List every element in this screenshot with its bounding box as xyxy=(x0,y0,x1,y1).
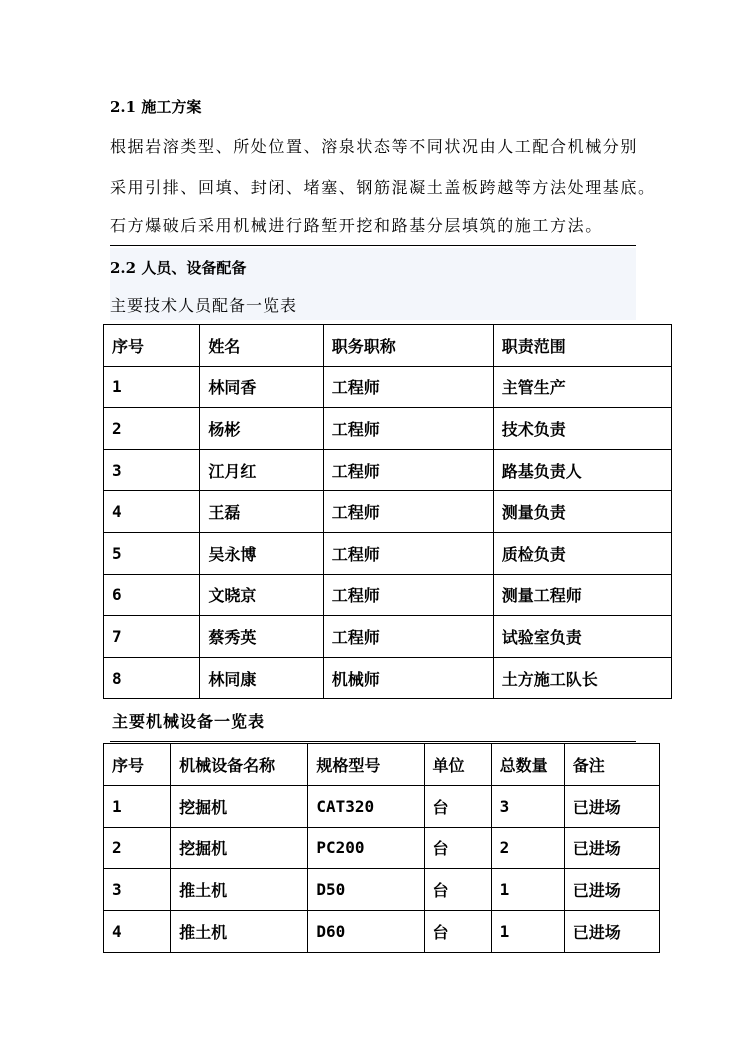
cell-remark: 已进场 xyxy=(564,785,659,827)
header-cell: 职务职称 xyxy=(323,325,493,367)
cell-title: 工程师 xyxy=(323,366,493,408)
paragraph-line-1: 根据岩溶类型、所处位置、溶泉状态等不同状况由人工配合机械分别 xyxy=(110,137,639,156)
cell-index: 4 xyxy=(104,911,171,953)
cell-quantity: 2 xyxy=(491,827,564,869)
cell-index: 5 xyxy=(104,532,200,574)
table-row xyxy=(104,785,660,827)
cell-unit: 台 xyxy=(424,911,491,953)
cell-index: 2 xyxy=(104,827,171,869)
cell-unit: 台 xyxy=(424,869,491,911)
table-row xyxy=(104,449,672,491)
header-cell: 序号 xyxy=(104,325,200,367)
cell-duty: 质检负责 xyxy=(493,532,671,574)
cell-duty: 测量负责 xyxy=(493,491,671,533)
cell-equipment-name: 推土机 xyxy=(171,911,308,953)
cell-title: 工程师 xyxy=(323,616,493,658)
section-heading-staffing: 2.2 人员、设备配备 xyxy=(110,259,247,277)
table-row xyxy=(104,491,672,533)
personnel-table xyxy=(103,324,672,699)
cell-quantity: 3 xyxy=(491,785,564,827)
section-heading-construction-plan: 2.1 施工方案 xyxy=(110,98,202,116)
cell-duty: 土方施工队长 xyxy=(493,657,671,699)
header-cell: 单位 xyxy=(424,744,491,786)
cell-model: D60 xyxy=(308,911,424,953)
header-cell: 序号 xyxy=(104,744,171,786)
cell-name: 江月红 xyxy=(200,449,323,491)
cell-index: 1 xyxy=(104,366,200,408)
header-cell: 机械设备名称 xyxy=(171,744,308,786)
cell-name: 林同香 xyxy=(200,366,323,408)
equipment-table-caption: 主要机械设备一览表 xyxy=(112,712,266,731)
cell-name: 王磊 xyxy=(200,491,323,533)
cell-name: 文晓京 xyxy=(200,574,323,616)
divider-line xyxy=(110,741,636,742)
cell-name: 吴永博 xyxy=(200,532,323,574)
table-row xyxy=(104,911,660,953)
cell-duty: 测量工程师 xyxy=(493,574,671,616)
cell-index: 2 xyxy=(104,408,200,450)
cell-title: 工程师 xyxy=(323,408,493,450)
cell-duty: 路基负责人 xyxy=(493,449,671,491)
cell-title: 机械师 xyxy=(323,657,493,699)
cell-title: 工程师 xyxy=(323,491,493,533)
cell-index: 1 xyxy=(104,785,171,827)
cell-remark: 已进场 xyxy=(564,911,659,953)
table-row xyxy=(104,532,672,574)
header-cell: 姓名 xyxy=(200,325,323,367)
cell-index: 7 xyxy=(104,616,200,658)
table-row xyxy=(104,616,672,658)
cell-name: 杨彬 xyxy=(200,408,323,450)
cell-index: 4 xyxy=(104,491,200,533)
paragraph-line-2: 采用引排、回填、封闭、堵塞、钢筋混凝土盖板跨越等方法处理基底。 xyxy=(110,178,656,197)
table-row xyxy=(104,408,672,450)
cell-remark: 已进场 xyxy=(564,869,659,911)
cell-model: D50 xyxy=(308,869,424,911)
cell-index: 6 xyxy=(104,574,200,616)
cell-model: CAT320 xyxy=(308,785,424,827)
cell-unit: 台 xyxy=(424,827,491,869)
personnel-table-caption: 主要技术人员配备一览表 xyxy=(110,296,298,315)
header-cell: 备注 xyxy=(564,744,659,786)
cell-index: 3 xyxy=(104,869,171,911)
cell-name: 蔡秀英 xyxy=(200,616,323,658)
divider-line xyxy=(110,245,636,246)
cell-remark: 已进场 xyxy=(564,827,659,869)
cell-title: 工程师 xyxy=(323,574,493,616)
table-row xyxy=(104,366,672,408)
cell-equipment-name: 推土机 xyxy=(171,869,308,911)
paragraph-line-3: 石方爆破后采用机械进行路堑开挖和路基分层填筑的施工方法。 xyxy=(110,216,603,235)
table-row xyxy=(104,574,672,616)
table-header-row xyxy=(104,744,660,786)
cell-title: 工程师 xyxy=(323,449,493,491)
cell-unit: 台 xyxy=(424,785,491,827)
header-cell: 职责范围 xyxy=(493,325,671,367)
cell-model: PC200 xyxy=(308,827,424,869)
cell-quantity: 1 xyxy=(491,911,564,953)
cell-name: 林同康 xyxy=(200,657,323,699)
header-cell: 总数量 xyxy=(491,744,564,786)
equipment-table xyxy=(103,743,660,953)
header-cell: 规格型号 xyxy=(308,744,424,786)
cell-title: 工程师 xyxy=(323,532,493,574)
cell-duty: 技术负责 xyxy=(493,408,671,450)
table-row xyxy=(104,657,672,699)
cell-duty: 试验室负责 xyxy=(493,616,671,658)
cell-index: 3 xyxy=(104,449,200,491)
table-row xyxy=(104,869,660,911)
table-header-row xyxy=(104,325,672,367)
cell-quantity: 1 xyxy=(491,869,564,911)
cell-duty: 主管生产 xyxy=(493,366,671,408)
table-row xyxy=(104,827,660,869)
cell-equipment-name: 挖掘机 xyxy=(171,827,308,869)
cell-index: 8 xyxy=(104,657,200,699)
cell-equipment-name: 挖掘机 xyxy=(171,785,308,827)
